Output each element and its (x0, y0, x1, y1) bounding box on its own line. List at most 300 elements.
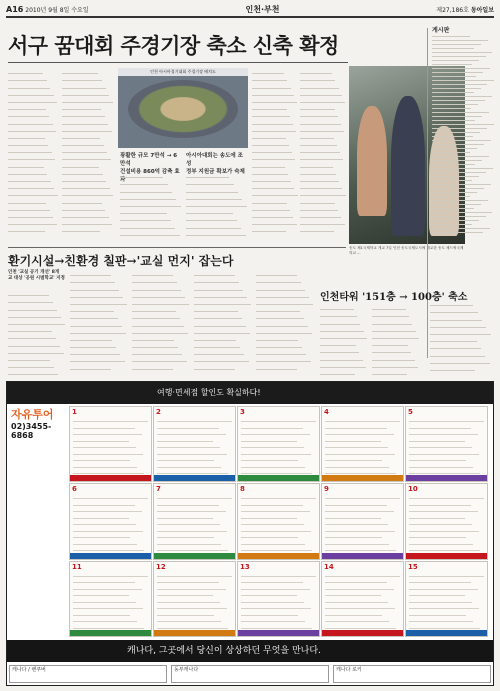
text-line (300, 140, 337, 146)
text-line (194, 356, 249, 362)
text-line (372, 304, 406, 310)
ad-cell-line (241, 537, 298, 538)
sidebar-text-line (432, 168, 493, 169)
ad-cell-line (409, 505, 471, 506)
ad-cell-line (157, 421, 232, 422)
ad-cell-line (73, 531, 143, 532)
text-line (8, 304, 57, 310)
ad-cell-line (409, 621, 473, 622)
text-line (320, 354, 363, 360)
text-line (62, 118, 108, 124)
ad-cell-line (325, 447, 388, 448)
ad-cell-number: 10 (408, 485, 418, 494)
ad-cell-bar (70, 630, 151, 636)
sidebar-text-line (432, 52, 492, 53)
sidebar-text-line (432, 60, 479, 61)
text-line (300, 133, 334, 139)
sidebar-text-line (432, 88, 481, 89)
text-line (252, 169, 288, 175)
text-line (194, 335, 236, 341)
text-line (62, 104, 101, 110)
text-line (256, 342, 302, 348)
ad-cell-bar (406, 475, 487, 481)
text-line (320, 369, 355, 375)
ad-cell-line (157, 511, 226, 512)
sidebar-title: 게시판 (432, 27, 450, 34)
ad-cell-line (409, 550, 480, 551)
story2-column-1 (8, 290, 66, 376)
text-line (300, 90, 342, 96)
article-column-4 (186, 172, 248, 238)
sidebar-text-line (432, 152, 470, 153)
ad-cell (153, 561, 236, 637)
text-line (194, 292, 247, 298)
text-line (300, 82, 339, 88)
ad-cell-line (157, 518, 213, 519)
ad-cell (405, 406, 488, 482)
ad-cell-line (241, 550, 312, 551)
ad-cell-line (73, 608, 143, 609)
ad-cell-line (73, 434, 142, 435)
text-line (8, 197, 46, 203)
ad-cell-line (241, 582, 303, 583)
text-line (120, 230, 180, 236)
page-number: A16 (6, 4, 24, 14)
ad-cell-line (325, 505, 387, 506)
text-line (8, 154, 55, 160)
photo-person-1 (357, 106, 387, 216)
ad-cell-line (157, 576, 232, 577)
text-line (70, 342, 116, 348)
sidebar-text-line (432, 220, 479, 221)
article-column-1 (8, 68, 58, 238)
text-line (194, 299, 251, 305)
newspaper-name: 동아일보 (470, 6, 494, 14)
text-line (132, 335, 174, 341)
text-line (62, 75, 102, 81)
text-line (8, 133, 45, 139)
ad-grid (69, 406, 489, 638)
text-line (132, 313, 180, 319)
text-line (430, 372, 480, 376)
text-line (8, 140, 48, 146)
ad-cell (153, 483, 236, 559)
ad-cell-line (157, 595, 213, 596)
brand-phone: 02)3455-6868 (11, 422, 52, 440)
text-line (132, 306, 176, 312)
text-line (372, 311, 409, 317)
text-line (194, 363, 235, 369)
sidebar-text-line (432, 68, 490, 69)
text-line (120, 194, 176, 200)
sidebar-text-line (432, 204, 481, 205)
text-line (8, 348, 64, 354)
ad-cell-line (73, 518, 129, 519)
ad-cell-line (73, 454, 143, 455)
sidebar-text-line (432, 228, 490, 229)
story2-subhead: 인천 '교실 공기 개선' 8개 교 대상 '공원 시범학교' 지정 (8, 270, 65, 281)
text-line (252, 219, 297, 225)
text-line (320, 304, 354, 310)
text-line (252, 147, 292, 153)
text-line (430, 314, 482, 320)
text-line (320, 311, 357, 317)
page-header (6, 2, 494, 18)
ad-cell-line (157, 447, 220, 448)
ad-cell-line (241, 615, 298, 616)
text-line (70, 349, 120, 355)
text-line (8, 97, 57, 103)
ad-footer (7, 663, 493, 685)
ad-cell-line (409, 615, 466, 616)
text-line (252, 205, 290, 211)
text-line (70, 292, 123, 298)
ad-cell-line (73, 511, 142, 512)
text-line (8, 68, 43, 74)
sidebar-text-line (432, 96, 492, 97)
text-line (8, 355, 50, 361)
text-line (300, 147, 340, 153)
text-line (8, 212, 53, 218)
text-line (256, 306, 300, 312)
ad-cell-line (409, 589, 478, 590)
ad-cell-bar (238, 475, 319, 481)
ad-cell-bar (322, 630, 403, 636)
ad-cell-number: 6 (72, 485, 77, 494)
article-column-6 (300, 68, 346, 238)
ad-cell-line (325, 498, 400, 499)
text-line (8, 183, 54, 189)
text-line (372, 333, 419, 339)
ad-cell-line (73, 576, 148, 577)
ad-cell-line (241, 505, 303, 506)
text-line (256, 284, 305, 290)
stadium-diagram-image (118, 68, 248, 148)
text-line (62, 212, 109, 218)
ad-cell-line (73, 621, 137, 622)
issue-date: 2010년 9월 8일 수요일 (25, 6, 89, 14)
ad-cell-line (325, 576, 400, 577)
text-line (120, 208, 167, 214)
text-line (300, 233, 337, 238)
ad-cell-line (73, 421, 148, 422)
ad-cell-line (409, 518, 465, 519)
text-line (8, 169, 47, 175)
text-line (320, 318, 360, 324)
text-line (8, 340, 60, 346)
text-line (300, 75, 335, 81)
ad-cell-line (409, 524, 472, 525)
ad-cell-line (325, 467, 389, 468)
text-line (256, 349, 306, 355)
ad-cell-line (157, 524, 220, 525)
text-line (8, 333, 56, 339)
text-line (62, 233, 104, 238)
ad-cell-number: 2 (156, 408, 161, 416)
text-line (372, 318, 412, 324)
story2-column-4 (194, 270, 252, 376)
text-line (70, 328, 126, 334)
ad-cell-line (73, 615, 130, 616)
text-line (70, 363, 111, 369)
text-line (194, 306, 238, 312)
ad-cell-line (241, 467, 305, 468)
sidebar-text-line (432, 216, 486, 217)
ad-cell (69, 561, 152, 637)
ad-cell-line (409, 511, 478, 512)
ad-cell-line (73, 524, 136, 525)
text-line (62, 197, 102, 203)
text-line (132, 277, 177, 283)
ad-cell-line (409, 576, 484, 577)
text-line (300, 176, 339, 182)
main-headline: 서구 꿈대회 주경기장 축소 신축 확정 (8, 33, 339, 58)
ad-cell-line (325, 441, 381, 442)
text-line (132, 320, 184, 326)
photo-person-2 (391, 96, 425, 236)
ad-cell-line (241, 460, 298, 461)
text-line (252, 226, 286, 232)
sidebar-text-line (432, 180, 472, 181)
text-line (300, 126, 344, 132)
text-line (252, 140, 289, 146)
text-line (194, 313, 242, 319)
text-line (70, 284, 119, 290)
ad-cell-line (325, 524, 388, 525)
ad-cell (69, 406, 152, 482)
text-line (186, 222, 241, 228)
sidebar-text-line (432, 172, 486, 173)
text-line (252, 75, 287, 81)
ad-cell-line (325, 537, 382, 538)
sidebar-text-line (432, 212, 492, 213)
text-line (372, 369, 407, 375)
text-line (320, 326, 364, 332)
text-line (252, 197, 287, 203)
text-line (8, 319, 65, 325)
travel-advertisement (6, 381, 494, 686)
ad-cell-line (325, 473, 396, 474)
ad-cell-line (409, 447, 472, 448)
ad-cell (321, 561, 404, 637)
text-line (186, 179, 234, 185)
ad-cell-number: 12 (156, 562, 166, 571)
sidebar-text-line (432, 104, 478, 105)
text-line (62, 147, 107, 153)
text-line (256, 292, 309, 298)
ad-footer-box: 동부캐나다 (171, 665, 329, 683)
ad-cell-line (157, 544, 221, 545)
text-line (194, 270, 235, 276)
ad-cell-line (241, 628, 312, 629)
text-line (132, 299, 189, 305)
sidebar-text-line (432, 48, 474, 49)
ad-cell-line (325, 531, 395, 532)
ad-cell-line (157, 454, 227, 455)
ad-cell-line (157, 428, 219, 429)
sidebar-text-line (432, 164, 475, 165)
text-line (252, 118, 293, 124)
text-line (252, 133, 286, 139)
ad-cell-line (241, 421, 316, 422)
ad-cell-line (157, 582, 219, 583)
sidebar-text-line (432, 84, 487, 85)
text-line (132, 349, 182, 355)
text-line (300, 111, 338, 117)
text-line (320, 340, 356, 346)
text-line (62, 126, 112, 132)
sidebar-text-line (432, 108, 471, 109)
story2-column-2 (70, 270, 128, 376)
text-line (186, 186, 238, 192)
ad-cell-line (325, 434, 394, 435)
ad-cell-line (325, 621, 389, 622)
text-line (252, 126, 296, 132)
text-line (8, 326, 52, 332)
article-column-2 (62, 68, 114, 238)
sidebar-text-line (432, 124, 494, 125)
sidebar-text-line (432, 92, 474, 93)
text-line (62, 111, 105, 117)
ad-cell-number: 14 (324, 562, 334, 571)
ad-cell-line (73, 595, 129, 596)
sidebar-text-line (432, 76, 476, 77)
text-line (372, 362, 418, 368)
ad-cell-line (241, 524, 304, 525)
text-line (194, 342, 240, 348)
ad-cell-line (73, 467, 137, 468)
text-line (8, 111, 49, 117)
text-line (62, 133, 100, 139)
text-line (252, 90, 294, 96)
sidebar-text-line (432, 200, 488, 201)
text-line (8, 233, 49, 238)
ad-cell-line (409, 602, 472, 603)
ad-cell-line (409, 421, 484, 422)
text-line (132, 363, 173, 369)
ad-cell-line (325, 589, 394, 590)
text-line (120, 186, 172, 192)
text-line (252, 176, 291, 182)
text-line (320, 362, 366, 368)
text-line (8, 297, 53, 303)
ad-cell (405, 561, 488, 637)
section-rule (8, 247, 346, 248)
ad-cell-line (409, 498, 484, 499)
ad-brand (11, 406, 69, 442)
text-line (8, 75, 47, 81)
ad-cell-line (409, 428, 471, 429)
text-line (256, 299, 313, 305)
text-line (252, 190, 298, 196)
ad-cell-line (409, 537, 466, 538)
ad-cell-line (241, 544, 305, 545)
text-line (194, 328, 250, 334)
text-line (8, 104, 46, 110)
sidebar-text-line (432, 36, 470, 37)
text-line (70, 371, 115, 376)
ad-cell-line (409, 473, 480, 474)
ad-cell-number: 3 (240, 408, 245, 416)
ad-cell-line (157, 550, 228, 551)
text-line (252, 82, 291, 88)
text-line (252, 111, 290, 117)
text-line (430, 322, 486, 328)
sidebar-text-line (432, 176, 479, 177)
story3-column-1 (320, 304, 368, 376)
stadium-caption: 인천 아시아경기대회 주경기장 배치도 (118, 68, 248, 76)
text-line (70, 356, 125, 362)
ad-cell-bar (70, 553, 151, 559)
ad-cell-bar (154, 553, 235, 559)
ad-cell (321, 406, 404, 482)
text-line (256, 335, 298, 341)
text-line (120, 222, 175, 228)
pull-quote-1: 광활한 규모 7만석 → 6만석 건설비용 860억 감축 효과 (120, 153, 180, 183)
text-line (256, 371, 301, 376)
text-line (372, 354, 415, 360)
ad-cell-number: 7 (156, 485, 161, 494)
text-line (430, 300, 473, 306)
ad-bottom-text: 캐나다, 그곳에서 당신이 상상하던 무엇을 만나다. (127, 646, 321, 656)
ad-cell-line (409, 608, 479, 609)
text-line (300, 68, 332, 74)
ad-footer-box: 캐나다 / 밴쿠버 (9, 665, 167, 683)
stadium-shape (128, 80, 238, 138)
text-line (8, 226, 45, 232)
sidebar-text-line (432, 44, 481, 45)
sidebar-text-line (432, 132, 480, 133)
ad-cell-line (325, 595, 381, 596)
ad-cell-line (409, 628, 480, 629)
ad-cell-line (157, 531, 227, 532)
text-line (256, 277, 301, 283)
ad-cell-line (73, 537, 130, 538)
pull-quote-2: 아시아대회는 송도에 조성 정부 지원금 확보가 숙제 (186, 153, 245, 175)
text-line (62, 176, 106, 182)
text-line (300, 212, 341, 218)
photo-caption: 송도 제1국제학교 개교 7일 인천 송도국제도시에 개교한 송도 채드윅국제학교 ... (349, 246, 464, 255)
text-line (300, 205, 338, 211)
text-line (320, 347, 359, 353)
ad-cell-line (241, 447, 304, 448)
text-line (300, 161, 333, 167)
text-line (300, 190, 346, 196)
ad-cell-line (157, 460, 214, 461)
ad-cell-number: 11 (72, 562, 82, 571)
story2-column-5 (256, 270, 314, 376)
text-line (252, 161, 285, 167)
ad-cell-bar (406, 630, 487, 636)
text-line (372, 347, 411, 353)
sidebar-text-line (432, 224, 472, 225)
text-line (194, 349, 244, 355)
text-line (372, 340, 408, 346)
text-line (8, 362, 54, 368)
text-line (70, 277, 115, 283)
section-title: 인천·부천 (245, 4, 280, 14)
text-line (132, 342, 178, 348)
text-line (300, 97, 345, 103)
sidebar-text-line (432, 144, 484, 145)
ad-cell-line (325, 511, 394, 512)
ad-cell-line (325, 460, 382, 461)
text-line (8, 147, 52, 153)
ad-cell-line (73, 498, 148, 499)
ad-cell-line (157, 505, 219, 506)
text-line (62, 140, 104, 146)
sidebar-text-line (432, 112, 489, 113)
